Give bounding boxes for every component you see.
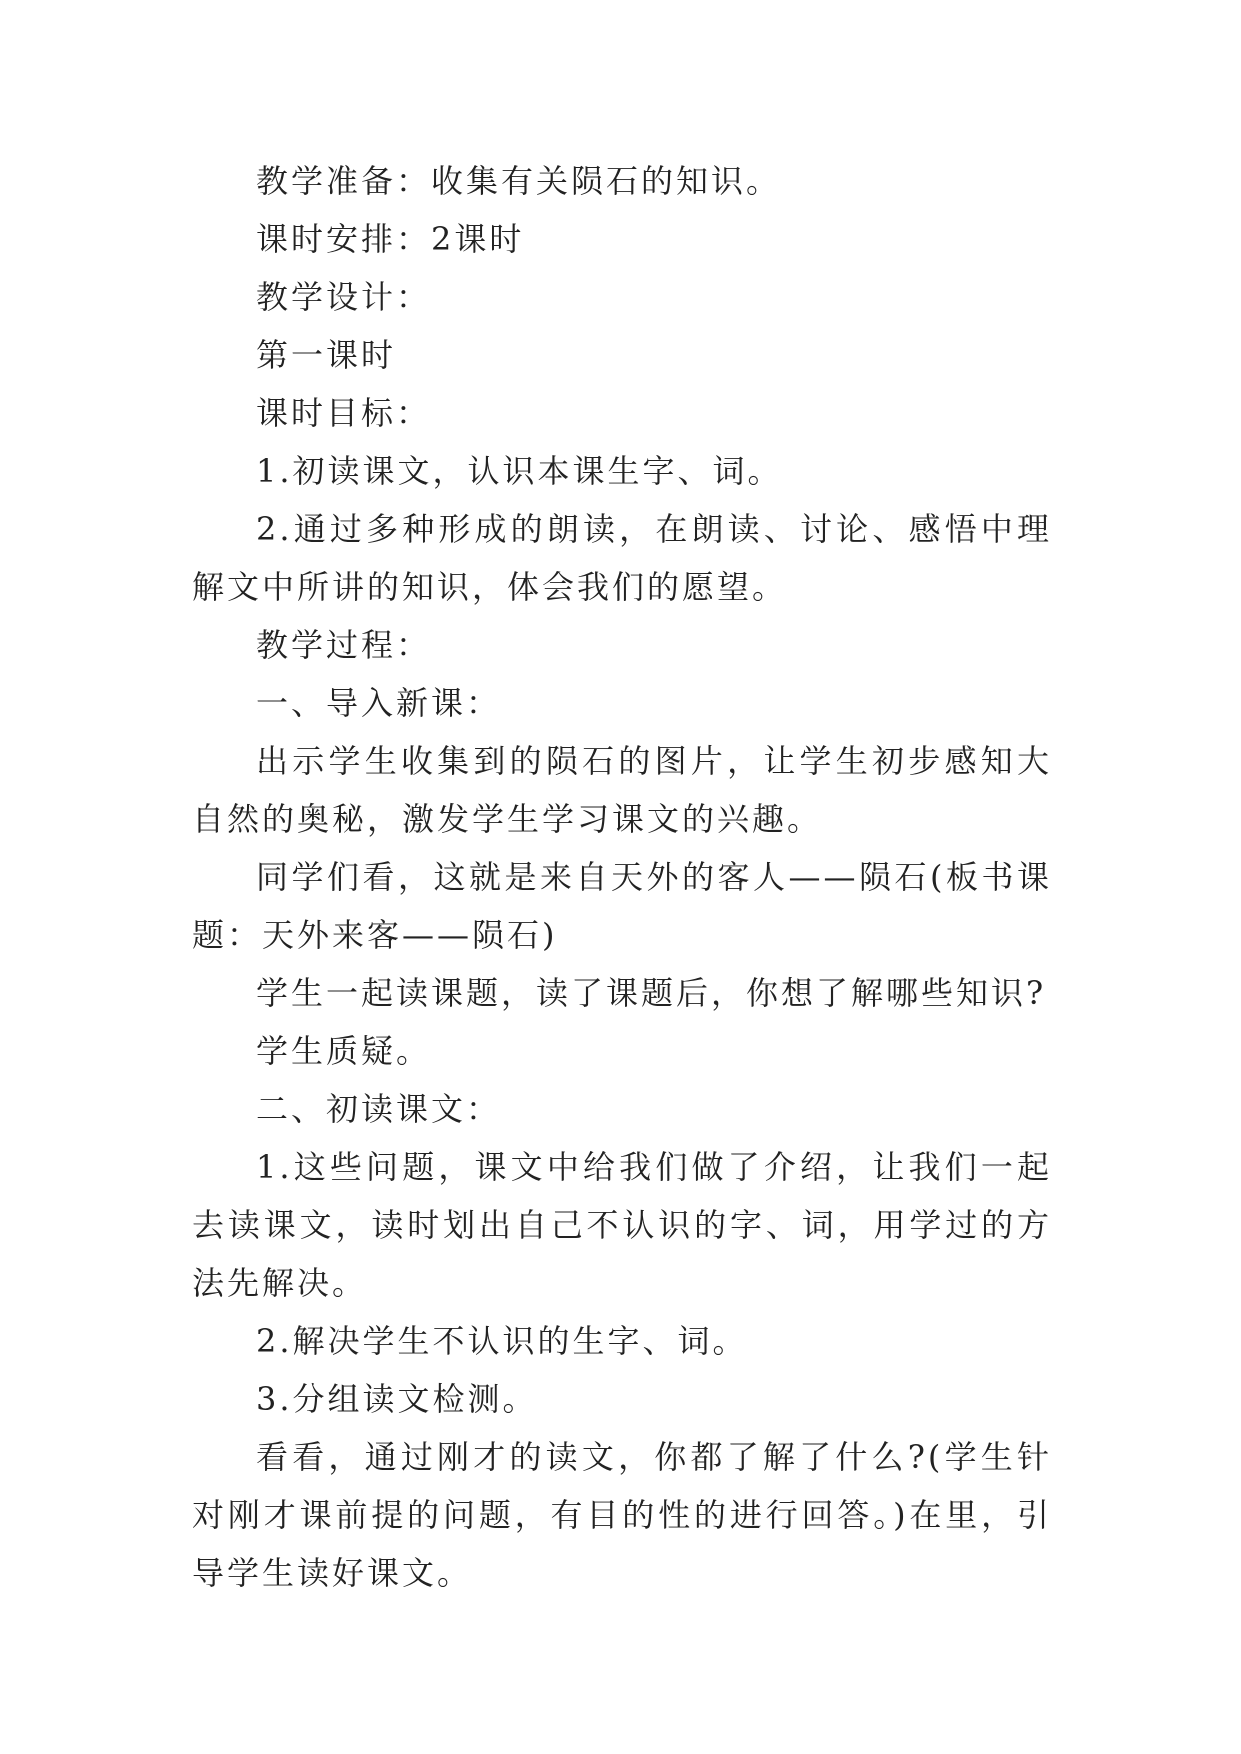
paragraph-review: 看看，通过刚才的读文，你都了解了什么?(学生针对刚才课前提的问题，有目的性的进行回答。)在里，引导学生读好课文。 (192, 1438, 1052, 1592)
paragraph-step-1: 1.这些问题，课文中给我们做了介绍，让我们一起去读课文，读时划出自己不认识的字、词，用学过的方法先解决。 (192, 1148, 1052, 1302)
paragraph-show-pictures: 出示学生收集到的陨石的图片，让学生初步感知大自然的奥秘，激发学生学习课文的兴趣。 (192, 742, 1052, 838)
paragraph-intro-title: 同学们看，这就是来自天外的客人——陨石(板书课题：天外来客——陨石) (192, 858, 1052, 954)
paragraph-step-3: 3.分组读文检测。 (256, 1380, 538, 1418)
paragraph-goal-1: 1.初读课文，认识本课生字、词。 (256, 452, 783, 490)
paragraph-section-2: 二、初读课文： (256, 1090, 502, 1128)
paragraph-goal-2: 2.通过多种形成的朗读，在朗读、讨论、感悟中理解文中所讲的知识，体会我们的愿望。 (192, 510, 1052, 606)
paragraph-first-lesson: 第一课时 (256, 336, 397, 374)
paragraph-lesson-arrangement: 课时安排：2课时 (256, 220, 525, 258)
paragraph-teaching-preparation: 教学准备：收集有关陨石的知识。 (256, 162, 782, 200)
paragraph-step-2: 2.解决学生不认识的生字、词。 (256, 1322, 748, 1360)
paragraph-read-title: 学生一起读课题，读了课题后，你想了解哪些知识? (256, 974, 1047, 1012)
document-body (192, 152, 1052, 1602)
paragraph-teaching-process: 教学过程： (256, 626, 432, 664)
paragraph-teaching-design: 教学设计： (256, 278, 432, 316)
paragraph-student-questions: 学生质疑。 (256, 1032, 432, 1070)
paragraph-lesson-goals: 课时目标： (256, 394, 432, 432)
paragraph-section-1: 一、导入新课： (256, 684, 502, 722)
